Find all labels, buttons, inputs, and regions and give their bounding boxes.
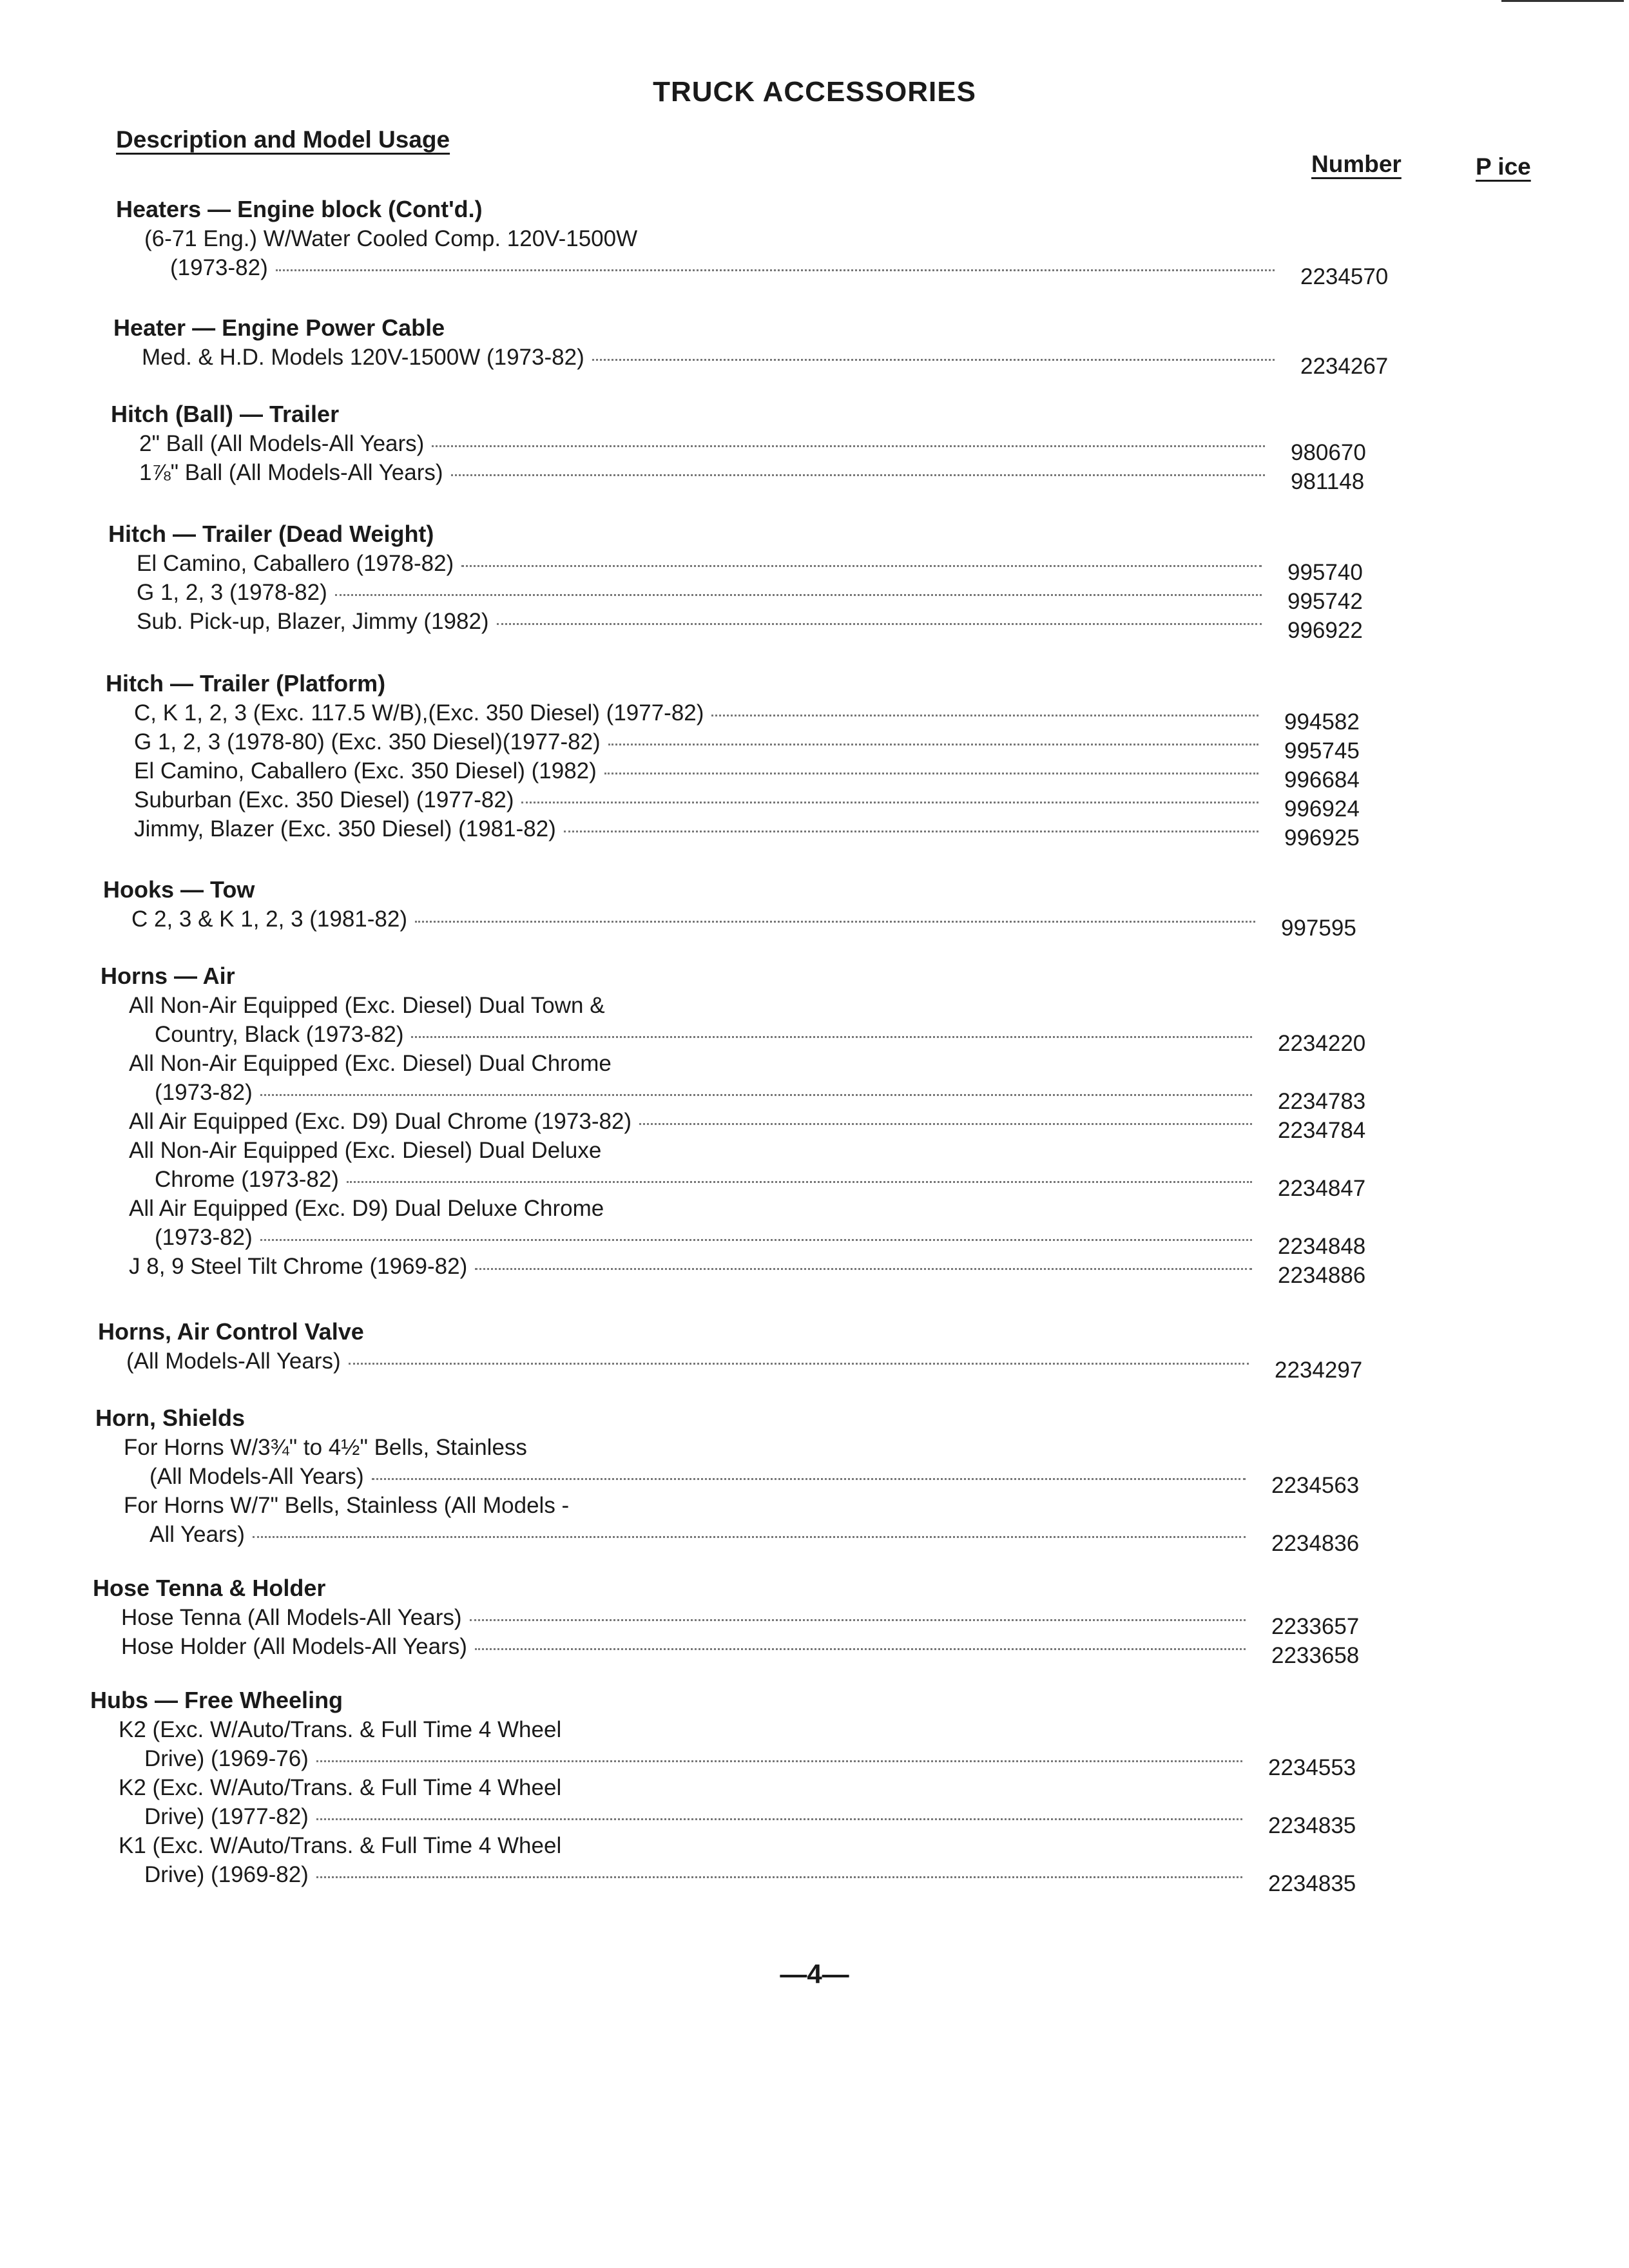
dot-leader (639, 1123, 1252, 1125)
catalog-item (129, 991, 1366, 1056)
catalog-item (129, 1194, 1366, 1259)
part-number: 995742 (1287, 589, 1363, 614)
item-description: All Air Equipped (Exc. D9) Dual Deluxe Chrome (129, 1196, 604, 1221)
catalog-section (111, 399, 1366, 494)
dot-leader (592, 359, 1275, 361)
part-number: 2234783 (1278, 1089, 1366, 1114)
part-number: 996922 (1287, 618, 1363, 643)
dot-leader (521, 802, 1258, 803)
item-description: K1 (Exc. W/Auto/Trans. & Full Time 4 Wheel (119, 1833, 562, 1858)
item-description: (6-71 Eng.) W/Water Cooled Comp. 120V-1500W (144, 226, 638, 251)
dot-leader (347, 1181, 1252, 1183)
item-description: (1973-82) (155, 1080, 253, 1105)
dot-leader (276, 269, 1275, 271)
catalog-section (93, 1573, 1360, 1668)
part-number: 996684 (1284, 767, 1360, 793)
item-description: K2 (Exc. W/Auto/Trans. & Full Time 4 Wheel (119, 1717, 562, 1742)
item-description: El Camino, Caballero (Exc. 350 Diesel) (1982) (134, 758, 597, 783)
item-description: All Non-Air Equipped (Exc. Diesel) Dual Deluxe (129, 1138, 602, 1163)
section-title: Heater — Engine Power Cable (113, 314, 445, 341)
part-number: 2234553 (1268, 1755, 1356, 1780)
item-description: Jimmy, Blazer (Exc. 350 Diesel) (1981-82) (134, 816, 556, 841)
dot-leader (711, 715, 1258, 716)
part-number: 2233658 (1271, 1643, 1360, 1668)
dot-leader (372, 1478, 1246, 1480)
dot-leader (260, 1239, 1252, 1241)
dot-leader (461, 565, 1262, 567)
catalog-item (129, 1107, 1366, 1143)
dot-leader (316, 1876, 1242, 1878)
dot-leader (316, 1818, 1242, 1820)
catalog-item (139, 429, 1366, 465)
column-header-number: Number (1311, 151, 1402, 177)
catalog-section (106, 669, 1360, 850)
dot-leader (411, 1036, 1252, 1038)
part-number: 981148 (1291, 469, 1365, 494)
column-header-price: P ice (1476, 153, 1531, 180)
section-title: Heaters — Engine block (Cont'd.) (116, 196, 483, 222)
part-number: 995740 (1287, 560, 1363, 585)
catalog-section (108, 519, 1363, 643)
item-description: Drive) (1969-82) (144, 1862, 309, 1887)
part-number: 2234220 (1278, 1031, 1366, 1056)
item-description: (All Models-All Years) (126, 1349, 341, 1374)
catalog-item (137, 607, 1363, 643)
item-description: Hose Tenna (All Models-All Years) (121, 1605, 462, 1630)
part-number: 2234848 (1278, 1234, 1366, 1259)
item-description: Drive) (1969-76) (144, 1746, 309, 1771)
column-header-description: Description and Model Usage (116, 126, 450, 153)
section-title: Horns, Air Control Valve (98, 1318, 364, 1345)
dot-leader (432, 445, 1265, 447)
catalog-item (119, 1773, 1356, 1838)
part-number: 996925 (1284, 825, 1360, 850)
section-title: Hitch — Trailer (Dead Weight) (108, 521, 434, 547)
dot-leader (470, 1619, 1246, 1621)
catalog-item (129, 1049, 1366, 1114)
part-number: 2234784 (1278, 1118, 1366, 1143)
item-description: Suburban (Exc. 350 Diesel) (1977-82) (134, 787, 514, 812)
part-number: 2234563 (1271, 1473, 1360, 1498)
catalog-item (139, 458, 1365, 494)
part-number: 2234570 (1300, 264, 1389, 289)
section-title: Hitch (Ball) — Trailer (111, 401, 340, 427)
catalog-item (121, 1632, 1360, 1668)
section-title: Hubs — Free Wheeling (90, 1687, 343, 1713)
item-description: Hose Holder (All Models-All Years) (121, 1634, 467, 1659)
catalog-item (142, 343, 1389, 379)
item-description: G 1, 2, 3 (1978-82) (137, 580, 327, 605)
item-description: Country, Black (1973-82) (155, 1022, 404, 1047)
catalog-item (124, 1433, 1360, 1498)
catalog-item (124, 1491, 1360, 1556)
dot-leader (564, 831, 1258, 832)
item-description: 2" Ball (All Models-All Years) (139, 431, 425, 456)
item-description: 1⅞" Ball (All Models-All Years) (139, 460, 443, 485)
dot-leader (475, 1268, 1252, 1270)
part-number: 997595 (1281, 916, 1356, 941)
catalog-item (134, 727, 1360, 764)
item-description: All Air Equipped (Exc. D9) Dual Chrome (1973-82) (129, 1109, 632, 1134)
item-description: (1973-82) (155, 1225, 253, 1250)
item-description: All Years) (149, 1522, 245, 1547)
catalog-item (126, 1347, 1363, 1383)
item-description: For Horns W/3¾" to 4½" Bells, Stainless (124, 1435, 527, 1460)
catalog-section (103, 875, 1356, 941)
dot-leader (604, 773, 1258, 774)
catalog-item (134, 785, 1360, 822)
item-description: For Horns W/7" Bells, Stainless (All Models - (124, 1493, 570, 1518)
item-description: Drive) (1977-82) (144, 1804, 309, 1829)
catalog-section (95, 1403, 1360, 1556)
dot-leader (349, 1363, 1249, 1365)
item-description: Med. & H.D. Models 120V-1500W (1973-82) (142, 345, 584, 370)
item-description: (1973-82) (170, 255, 268, 280)
dot-leader (335, 594, 1262, 596)
dot-leader (316, 1760, 1242, 1762)
page-number: —4— (780, 1959, 849, 1989)
catalog-item (144, 224, 1389, 289)
page-title: TRUCK ACCESSORIES (653, 76, 976, 108)
catalog-section (90, 1686, 1356, 1896)
section-title: Hooks — Tow (103, 876, 255, 903)
part-number: 980670 (1291, 440, 1366, 465)
section-title: Hitch — Trailer (Platform) (106, 670, 386, 697)
item-description: J 8, 9 Steel Tilt Chrome (1969-82) (129, 1254, 468, 1279)
part-number: 2234836 (1271, 1531, 1360, 1556)
catalog-section (113, 313, 1389, 379)
section-title: Horn, Shields (95, 1405, 246, 1431)
item-description: All Non-Air Equipped (Exc. Diesel) Dual Town & (129, 993, 605, 1018)
catalog-section (116, 195, 1389, 289)
catalog-item (134, 756, 1360, 793)
part-number: 2234886 (1278, 1263, 1366, 1288)
item-description: Chrome (1973-82) (155, 1167, 339, 1192)
catalog-section (98, 1317, 1363, 1383)
dot-leader (260, 1094, 1252, 1096)
part-number: 996924 (1284, 796, 1360, 822)
part-number: 2234835 (1268, 1813, 1356, 1838)
catalog-item (119, 1831, 1356, 1896)
section-title: Horns — Air (101, 963, 235, 989)
item-description: All Non-Air Equipped (Exc. Diesel) Dual Chrome (129, 1051, 612, 1076)
dot-leader (608, 744, 1258, 745)
catalog-section (101, 961, 1366, 1288)
part-number: 995745 (1284, 738, 1360, 764)
part-number: 2234267 (1300, 354, 1389, 379)
top-edge-rule (1501, 0, 1624, 2)
item-description: C, K 1, 2, 3 (Exc. 117.5 W/B),(Exc. 350 Diesel) (1977-82) (134, 700, 704, 726)
dot-leader (475, 1648, 1246, 1650)
catalog-item (131, 905, 1356, 941)
item-description: K2 (Exc. W/Auto/Trans. & Full Time 4 Wheel (119, 1775, 562, 1800)
section-title: Hose Tenna & Holder (93, 1575, 326, 1601)
catalog-item (134, 814, 1360, 850)
item-description: El Camino, Caballero (1978-82) (137, 551, 454, 576)
item-description: Sub. Pick-up, Blazer, Jimmy (1982) (137, 609, 489, 634)
dot-leader (253, 1536, 1246, 1538)
catalog-item (137, 578, 1363, 614)
catalog-item (129, 1136, 1366, 1201)
part-number: 2234835 (1268, 1871, 1356, 1896)
dot-leader (451, 474, 1265, 476)
catalog-item (121, 1603, 1360, 1639)
dot-leader (497, 623, 1262, 625)
dot-leader (415, 921, 1255, 923)
catalog-item (119, 1715, 1356, 1780)
catalog-item (137, 549, 1363, 585)
item-description: (All Models-All Years) (149, 1464, 364, 1489)
part-number: 2233657 (1271, 1614, 1360, 1639)
part-number: 994582 (1284, 709, 1360, 735)
item-description: C 2, 3 & K 1, 2, 3 (1981-82) (131, 907, 408, 932)
part-number: 2234847 (1278, 1176, 1366, 1201)
catalog-item (129, 1252, 1366, 1288)
item-description: G 1, 2, 3 (1978-80) (Exc. 350 Diesel)(1977-82) (134, 729, 601, 754)
catalog-item (134, 698, 1360, 735)
part-number: 2234297 (1275, 1358, 1363, 1383)
